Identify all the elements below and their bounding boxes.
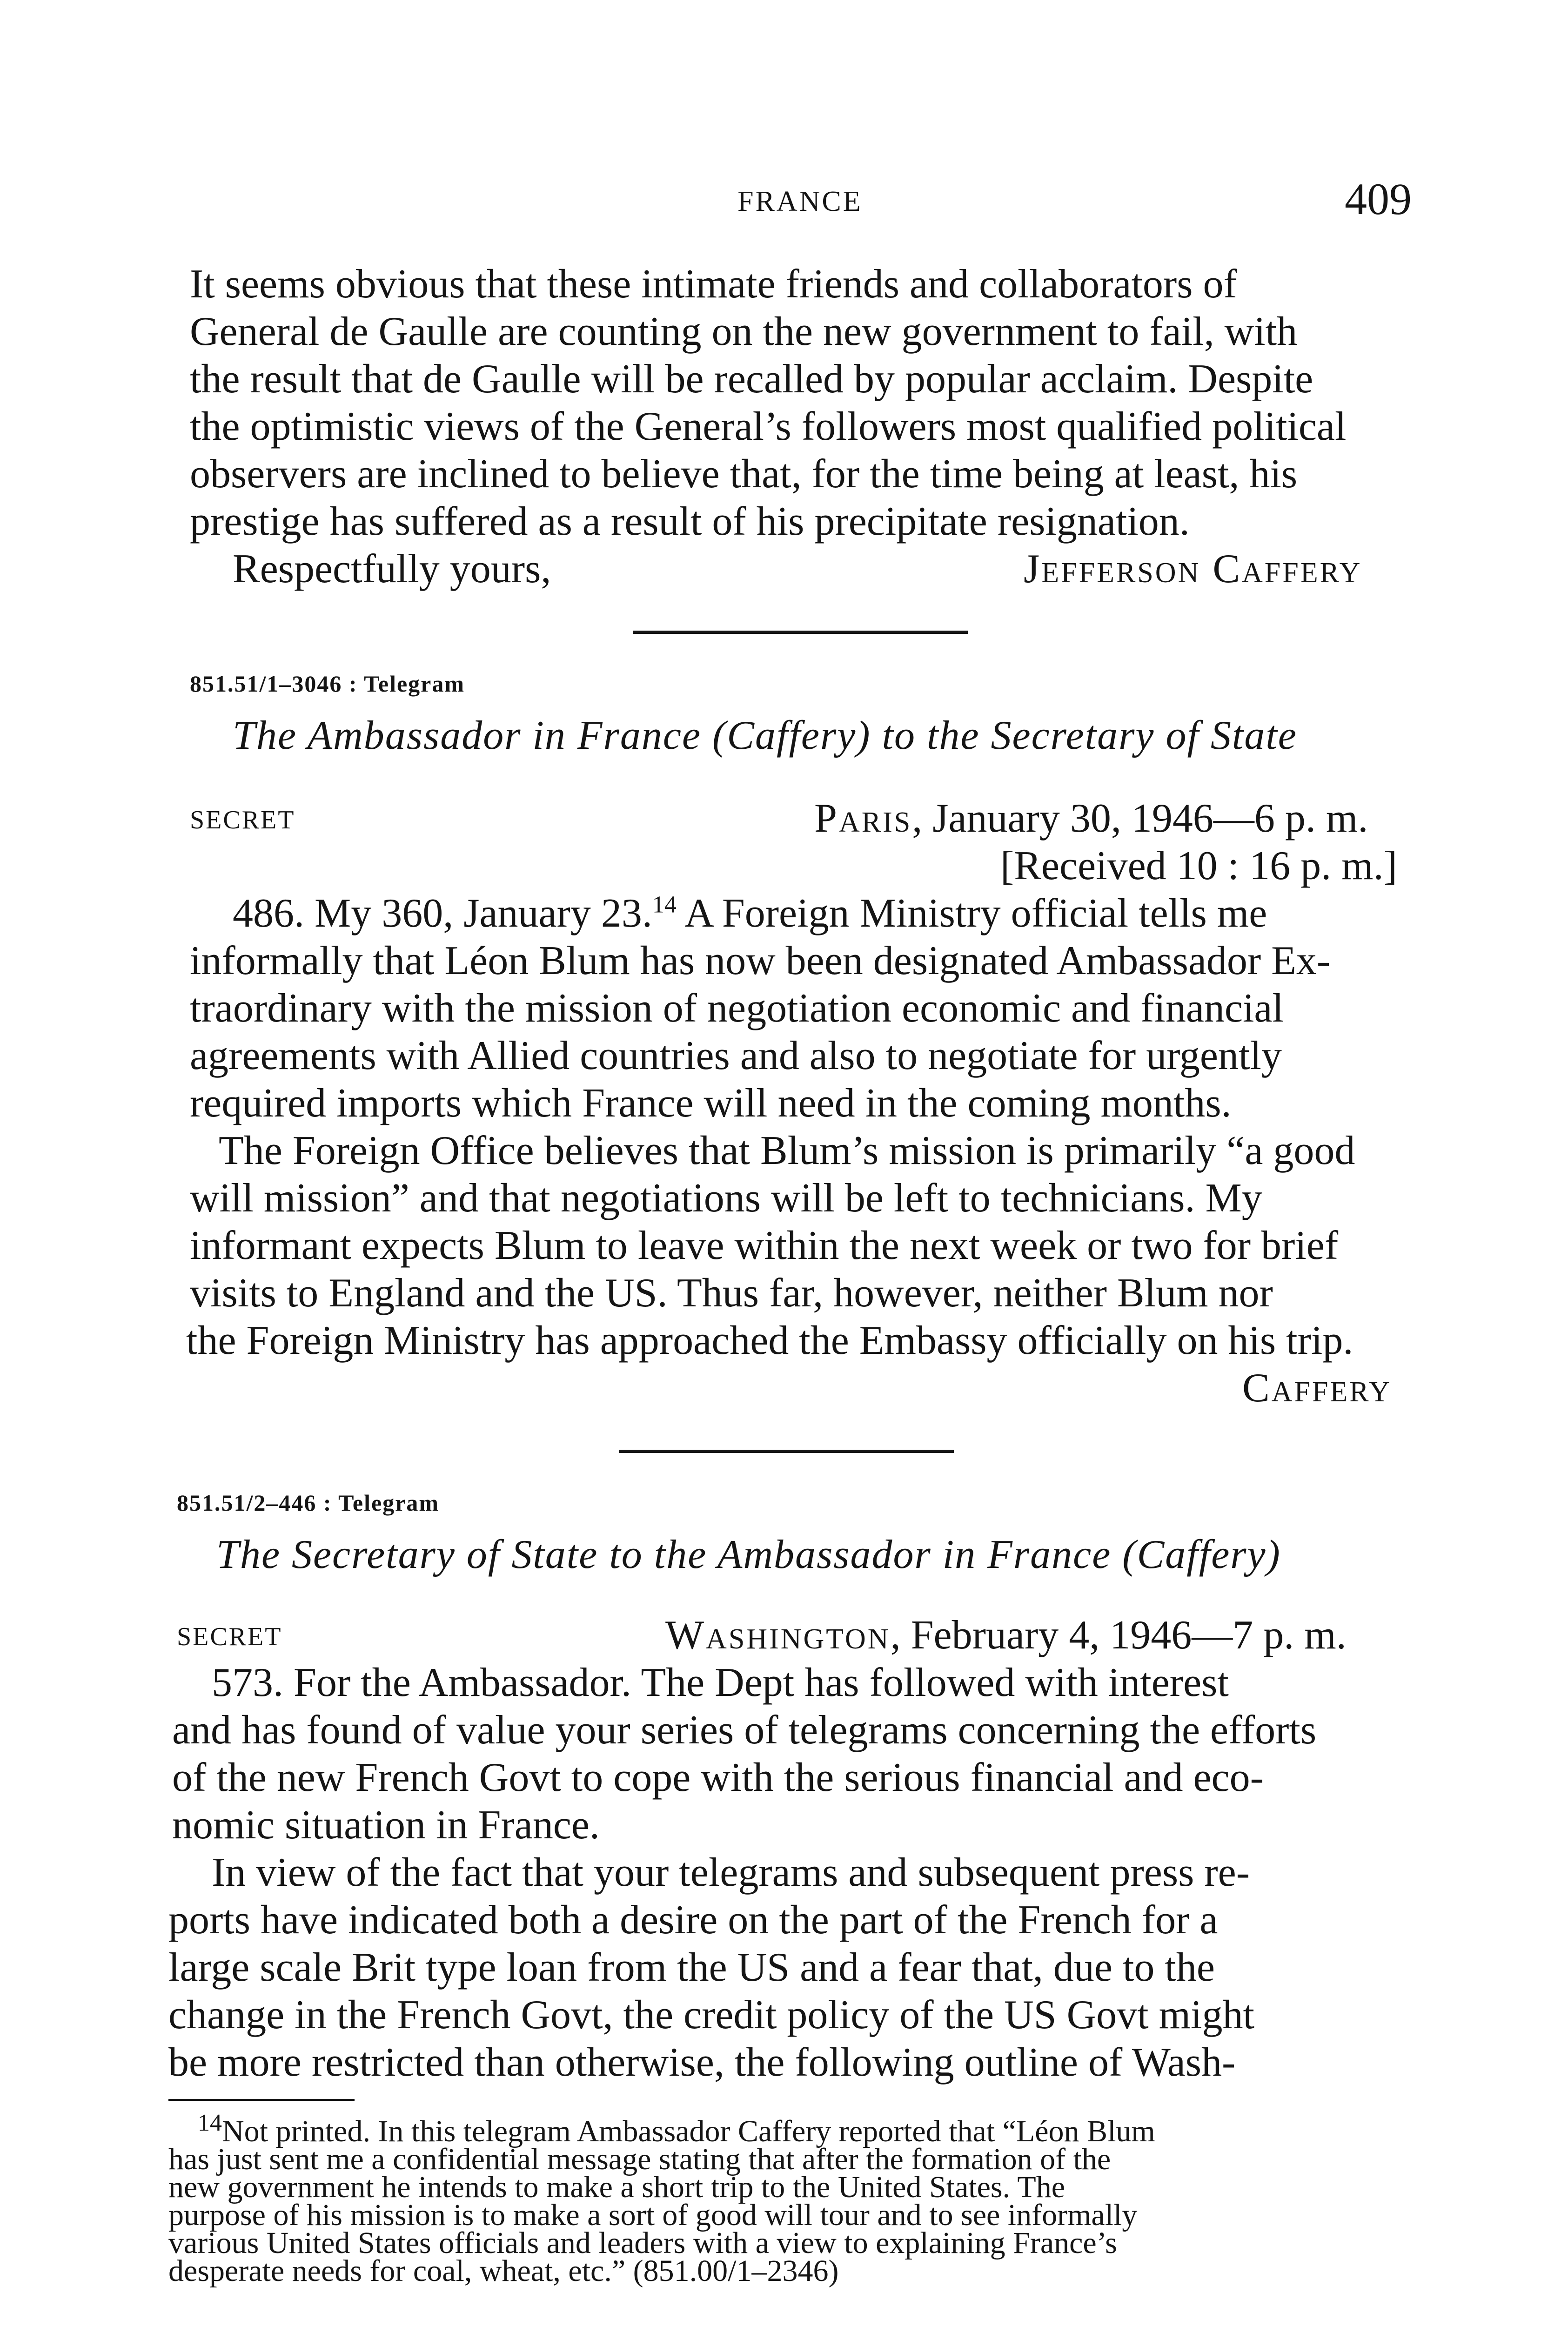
doc1-place: Paris [814, 796, 912, 841]
doc2-para1-line-1: 573. For the Ambassador. The Dept has followed with interest [212, 1660, 1229, 1705]
doc2-para2-line-2: ports have indicated both a desire on the part of the French for a [168, 1897, 1218, 1943]
footnote-rule [168, 2099, 355, 2101]
doc2-dateline [665, 1612, 1347, 1659]
running-header: FRANCE [737, 186, 863, 217]
doc2-place: Washington [665, 1613, 891, 1658]
doc1-classification: SECRET [190, 806, 295, 834]
doc1-first-line [233, 890, 1267, 937]
doc2-classification: SECRET [177, 1622, 282, 1651]
footnote-line-1: Not printed. In this telegram Ambassador Caffery reported that “Léon Blum [222, 2114, 1155, 2148]
doc1-para2-line-4: visits to England and the US. Thus far, however, neither Blum nor [190, 1271, 1273, 1316]
doc2-para1-line-2: and has found of value your series of telegrams concerning the efforts [172, 1708, 1317, 1753]
doc1-para2-line-1: The Foreign Office believes that Blum’s mission is primarily “a good [219, 1128, 1355, 1173]
doc1-para1-line-4: agreements with Allied countries and also to negotiate for urgently [190, 1033, 1282, 1078]
doc1-received: [Received 10 : 16 p. m.] [1000, 843, 1397, 888]
doc2-para2-line-1: In view of the fact that your telegrams and subsequent press re- [212, 1850, 1250, 1895]
doc1-first-line-a: 486. My 360, January 23. [233, 891, 652, 936]
intro-signature: Jefferson Caffery [1024, 546, 1362, 592]
intro-line-6: prestige has suffered as a result of his precipitate resignation. [190, 499, 1190, 544]
doc2-para1-line-4: nomic situation in France. [172, 1802, 600, 1848]
footnote-line-3: new government he intends to make a short trip to the United States. The [168, 2170, 1065, 2204]
footnote-ref-14: 14 [652, 891, 677, 918]
intro-line-3: the result that de Gaulle will be recalled by popular acclaim. Despite [190, 356, 1313, 402]
section-divider-2 [619, 1450, 954, 1453]
intro-line-1: It seems obvious that these intimate friends and collaborators of [190, 262, 1237, 307]
doc1-para1-line-3: traordinary with the mission of negotiation economic and financial [190, 986, 1284, 1031]
doc2-para2-line-5: be more restricted than otherwise, the following outline of Wash- [168, 2040, 1236, 2085]
doc1-first-line-b: A Foreign Ministry official tells me [676, 891, 1267, 936]
section-divider-1 [633, 631, 968, 634]
page-number: 409 [1345, 174, 1412, 224]
intro-line-5: observers are inclined to believe that, for the time being at least, his [190, 451, 1298, 497]
intro-line-4: the optimistic views of the General’s followers most qualified political [190, 404, 1347, 449]
footnote-number: 14 [198, 2110, 222, 2136]
doc1-date: , January 30, 1946—6 p. m. [912, 796, 1368, 841]
doc2-date: , February 4, 1946—7 p. m. [890, 1613, 1347, 1658]
footnote-first-line [198, 2110, 1155, 2148]
doc1-file-reference: 851.51/1–3046 : Telegram [190, 671, 465, 697]
footnote-line-4: purpose of his mission is to make a sort of good will tour and to see informally [168, 2198, 1138, 2232]
doc1-para2-line-5: the Foreign Ministry has approached the Embassy officially on his trip. [186, 1318, 1354, 1363]
doc1-signature: Caffery [1242, 1365, 1392, 1411]
doc2-title: The Secretary of State to the Ambassador in France (Caffery) [216, 1532, 1281, 1577]
intro-line-2: General de Gaulle are counting on the new government to fail, with [190, 309, 1298, 354]
footnote-line-6: desperate needs for coal, wheat, etc.” (851.00/1–2346) [168, 2254, 839, 2288]
doc1-dateline [814, 795, 1368, 842]
doc1-para2-line-2: will mission” and that negotiations will be left to technicians. My [190, 1176, 1262, 1221]
intro-closing: Respectfully yours, [233, 546, 551, 592]
doc2-para2-line-3: large scale Brit type loan from the US and a fear that, due to the [168, 1945, 1215, 1990]
doc2-para1-line-3: of the new French Govt to cope with the serious financial and eco- [172, 1755, 1264, 1800]
doc2-file-reference: 851.51/2–446 : Telegram [177, 1490, 440, 1516]
doc1-title: The Ambassador in France (Caffery) to the Secretary of State [233, 713, 1297, 758]
footnote-line-5: various United States officials and leaders with a view to explaining France’s [168, 2226, 1117, 2260]
doc1-para1-line-2: informally that Léon Blum has now been designated Ambassador Ex- [190, 938, 1331, 983]
doc1-para2-line-3: informant expects Blum to leave within the next week or two for brief [190, 1223, 1339, 1268]
doc2-para2-line-4: change in the French Govt, the credit policy of the US Govt might [168, 1992, 1254, 2038]
footnote-line-2: has just sent me a confidential message stating that after the formation of the [168, 2142, 1111, 2176]
doc1-para1-line-5: required imports which France will need in the coming months. [190, 1081, 1232, 1126]
